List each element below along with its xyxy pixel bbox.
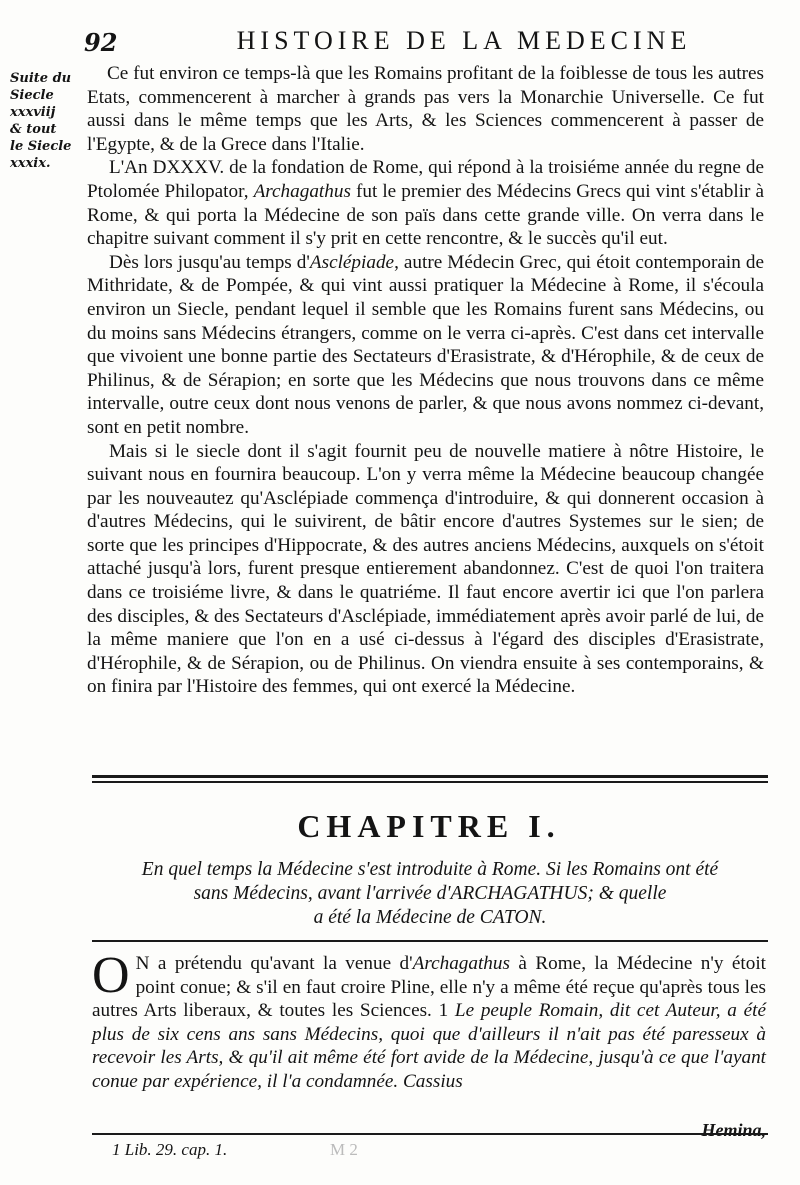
paragraph-2-text-cont: fut le premier des Médecins Grecs qui vint s'établir à Rome, & qui porta la Médecine de son païs dans cette grande ville. On verra dans le chapitre suivant comment il s'y prit en cette rencontre, & le succès qu'il eut. — [87, 180, 765, 250]
body-text — [87, 62, 764, 699]
paragraph-3 — [87, 251, 764, 440]
name-asclepiade: Asclépiade — [309, 251, 395, 273]
opening-end: Cassius — [398, 1070, 463, 1092]
chapter-summary-line: En quel temps la Médecine s'est introduite à Rome. Si les Romains ont été — [141, 859, 719, 880]
running-title: HISTOIRE DE LA MEDECINE — [236, 26, 692, 55]
paragraph-3-text: Dès lors jusqu'au temps d' — [109, 251, 310, 273]
opening-text-cont: à Rome, la Médecine n'y étoit point conue; & s'il en faut croire Pline, elle n'y a même été reçue qu'après tous les autres Arts liberaux, & toutes les Sciences. — [92, 953, 766, 1022]
name-archagathus: Archagathus — [253, 180, 351, 202]
section-divider — [92, 775, 768, 778]
chapter-summary-line: sans Médecins, avant l'arrivée d'ARCHAGATHUS; & quelle — [193, 883, 667, 904]
footnote: 1 Lib. 29. cap. 1. — [112, 1140, 228, 1159]
chapter-title: CHAPITRE I. — [297, 808, 561, 844]
footnote-rule — [92, 1133, 768, 1135]
paragraph-1: Ce fut environ ce temps-là que les Romains profitant de la foiblesse de tous les autres Etats, commencerent à marcher à grands pas vers la Monarchie Universelle. Ce fut aussi dans le même temps que les Arts, & les Sciences commencerent à passer de l'Egypte, & de la Grece dans l'Italie. — [87, 63, 764, 155]
chapter-summary-line: a été la Médecine de CATON. — [313, 907, 547, 928]
margin-note-line: Suite du — [10, 71, 72, 86]
catchword: Hemina, — [701, 1120, 766, 1140]
margin-note-line: & tout — [10, 122, 57, 137]
paragraph-2 — [87, 156, 764, 250]
opening-text: N a prétendu qu'avant la venue d' — [135, 953, 413, 974]
margin-note-line: xxxviij — [10, 105, 56, 120]
chapter-opening — [92, 947, 766, 1094]
chapter-divider — [92, 940, 768, 942]
margin-note-line: le Siecle — [10, 139, 72, 154]
running-head — [84, 26, 774, 62]
paragraph-2-text: L'An DXXXV. de la fondation de Rome, qui répond à la troisiéme année du regne de Ptolomée Philopator, — [87, 157, 764, 202]
note-reference: 1 — [438, 1000, 449, 1022]
signature-mark: M 2 — [330, 1140, 358, 1159]
paragraph-3-text-cont: , autre Médecin Grec, qui étoit contemporain de Mithridate, & de Pompée, & qui vint aussi pratiquer la Médecine à Rome, il s'écoula environ un Siecle, pendant lequel il semble que les Romains furent sans Médecins, ou du moins sans Médecins étrangers, comme on le verra ci-après. C'est dans cet intervalle que vivoient une bonne partie des Sectateurs d'Erasistrate, & d'Hérophile, & de ceux de Philinus, & de Sérapion; en sorte que les Médecins que nous trouvons dans ce même intervalle, outre ceux dont nous venons de parler, & que nous avons nommez ci-devant, sont en petit nombre. — [87, 251, 765, 438]
margin-note — [10, 70, 90, 172]
page-number: 92 — [84, 28, 118, 57]
name-archagathus-2: Archagathus — [412, 953, 510, 974]
margin-note-line: Siecle — [10, 88, 54, 103]
margin-note-line: xxxix. — [10, 156, 51, 171]
paragraph-4: Mais si le siecle dont il s'agit fournit peu de nouvelle matiere à nôtre Histoire, le suivant nous en fournira beaucoup. L'on y verra même la Médecine beaucoup changée par les nouveautez qu'Asclépiade commença d'introduire, & qui donnerent occasion à d'autres Médecins, qui le suivirent, de bâtir encore d'autres Systemes sur le sien; de sorte que les principes d'Hippocrate, & des autres anciens Médecins, auxquels on s'étoit attaché jusqu'à lors, furent presque entierement abandonnez. C'est de quoi l'on traitera dans ce troisiéme livre, & dans le quatriéme. Il faut encore avertir ici que l'on parlera des disciples, & des Sectateurs d'Asclépiade, immédiatement après avoir parlé de lui, de la même maniere que l'on en a usé ci-dessus à l'égard des disciples d'Erasistrate, d'Hérophile, & de Sérapion, ou de Philinus. On viendra ensuite à ses contemporains, & on finira par l'Histoire des femmes, qui ont exercé la Médecine. — [87, 440, 764, 698]
drop-cap: O — [92, 947, 130, 1004]
section-divider-inner — [92, 781, 768, 783]
chapter-summary — [90, 858, 770, 930]
pliny-quote: Le peuple Romain, dit cet Auteur, a été plus de six cens ans sans Médecins, quoi que d'ailleurs il n'ait pas été paresseux à recevoir les Arts, & qu'il ait même été fort avide de la Médecine, jusqu'à ce que l'ayant conue par expérience, il l'a condamnée. — [92, 1000, 766, 1092]
